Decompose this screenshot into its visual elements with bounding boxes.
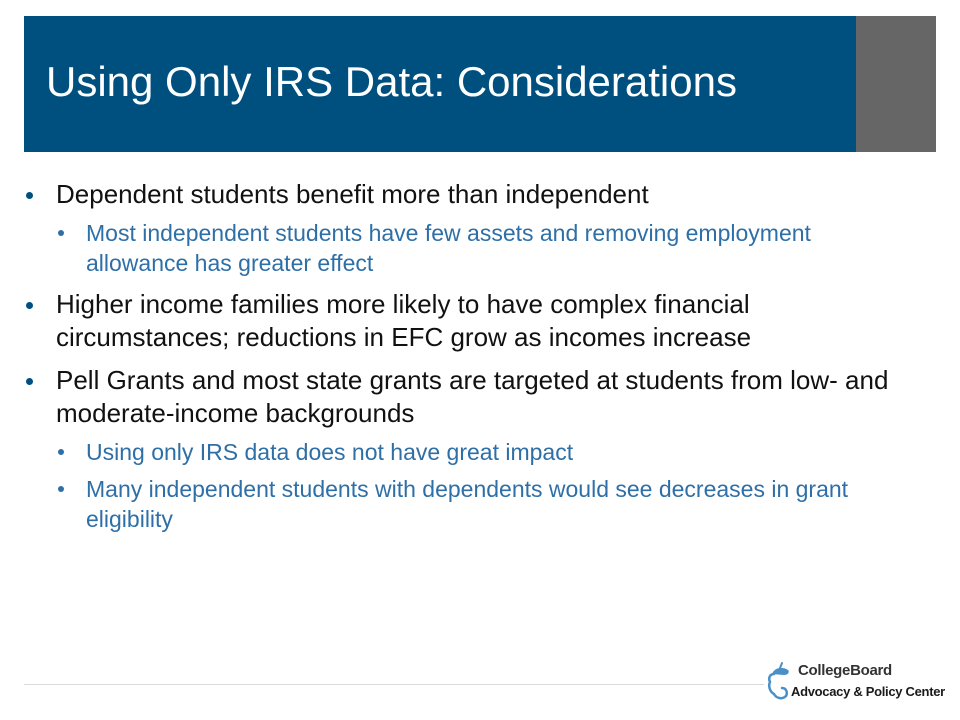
sub-bullet-list (56, 218, 904, 278)
bullet-pell-grants (24, 364, 904, 534)
sub-bullet-independent-assets: Most independent students have few assets and removing employment allowance has greater effect (56, 218, 904, 278)
bullet-dependent-students (24, 178, 904, 278)
title-accent-block (856, 16, 936, 152)
bullet-higher-income (24, 288, 904, 354)
sub-bullet-grant-eligibility: Many independent students with dependents would see decreases in grant eligibility (56, 474, 904, 534)
acorn-icon (766, 660, 796, 706)
logo-name: CollegeBoard (798, 662, 892, 679)
footer-divider (24, 684, 764, 685)
bullet-text: Pell Grants and most state grants are targeted at students from low- and moderate-income backgrounds (56, 365, 889, 428)
slide-content (24, 178, 904, 544)
sub-bullet-irs-impact: Using only IRS data does not have great impact (56, 437, 904, 467)
logo-subtitle: Advocacy & Policy Center (791, 684, 945, 699)
slide-title: Using Only IRS Data: Considerations (46, 58, 737, 105)
bullet-text: Higher income families more likely to have complex financial circumstances; reductions in EFC grow as incomes increase (56, 289, 752, 352)
collegeboard-logo (764, 656, 945, 712)
bullet-list (24, 178, 904, 534)
bullet-text: Dependent students benefit more than independent (56, 179, 649, 209)
sub-bullet-list (56, 437, 904, 534)
